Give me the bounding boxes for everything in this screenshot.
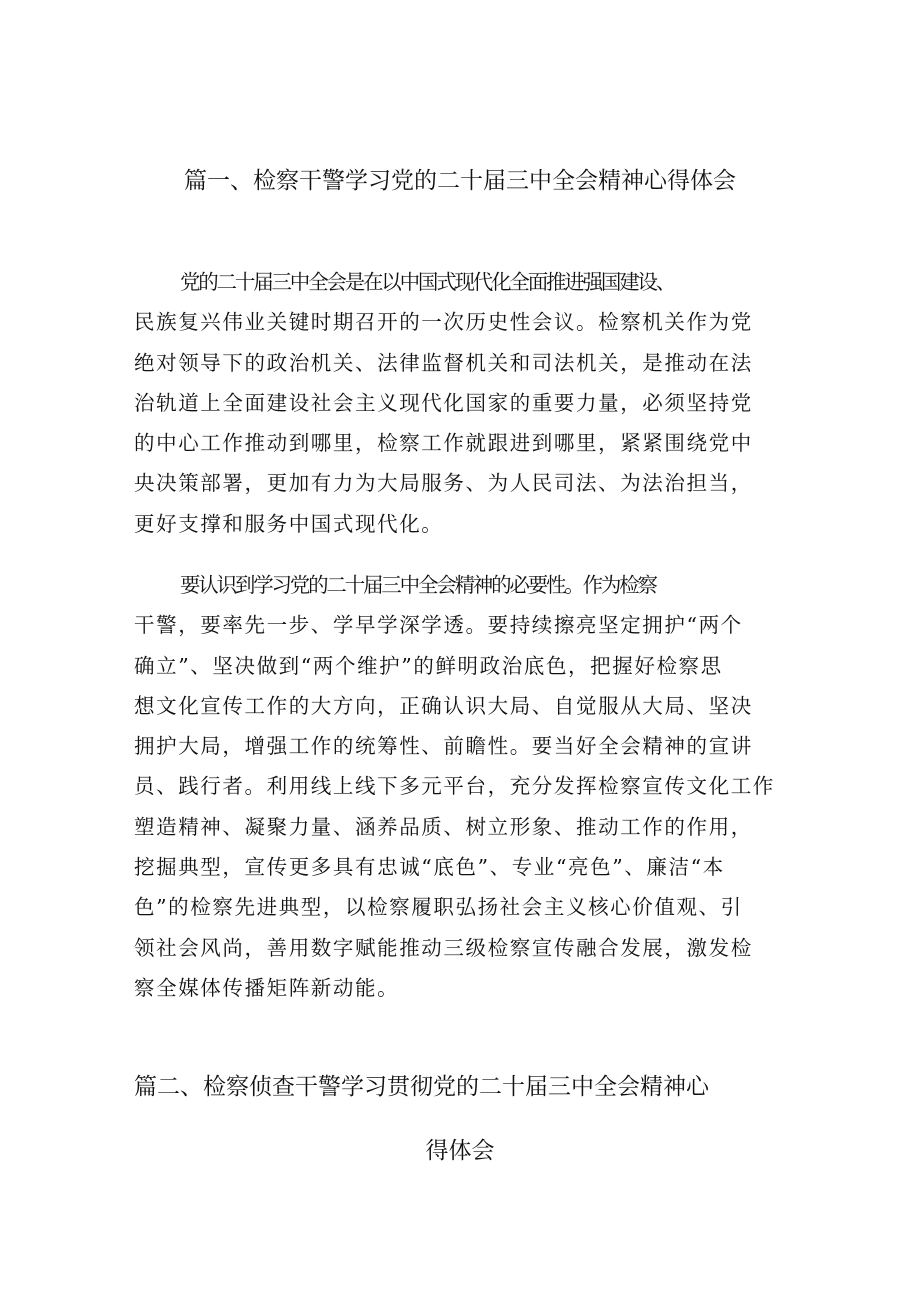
section-2-title-line-2: 得体会	[425, 1138, 495, 1164]
paragraph-line: 的中心工作推动到哪里，检察工作就跟进到哪里，紧紧围绕党中	[134, 431, 753, 456]
paragraph-line: 民族复兴伟业关键时期召开的一次历史性会议。检察机关作为党	[134, 310, 753, 335]
paragraph-1	[134, 262, 794, 544]
paragraph-line: 挖掘典型，宣传更多具有忠诚“底色”、专业“亮色”、廉洁“本	[134, 855, 725, 880]
paragraph-line: 治轨道上全面建设社会主义现代化国家的重要力量，必须坚持党	[134, 390, 753, 415]
paragraph-line: 确立”、坚决做到“两个维护”的鲜明政治底色，把握好检察思	[134, 653, 723, 678]
paragraph-line: 党的二十届三中全会是在以中国式现代化全面推进强国建设、	[180, 270, 675, 294]
paragraph-line: 想文化宣传工作的大方向，正确认识大局、自觉服从大局、坚决	[134, 693, 753, 718]
paragraph-line: 更好支撑和服务中国式现代化。	[134, 511, 444, 536]
paragraph-line: 色”的检察先进典型，以检察履职弘扬社会主义核心价值观、引	[134, 895, 743, 920]
paragraph-line: 央决策部署，更加有力为大局服务、为人民司法、为法治担当，	[134, 471, 753, 496]
paragraph-line: 领社会风尚，善用数字赋能推动三级检察宣传融合发展，激发检	[134, 935, 753, 960]
paragraph-line: 塑造精神、凝聚力量、涵养品质、树立形象、推动工作的作用，	[134, 814, 753, 839]
section-1-title: 篇一、检察干警学习党的二十届三中全会精神心得体会	[184, 168, 736, 194]
paragraph-line: 员、践行者。利用线上线下多元平台，充分发挥检察宣传文化工作	[134, 774, 775, 799]
paragraph-line: 绝对领导下的政治机关、法律监督机关和司法机关，是推动在法	[134, 350, 753, 375]
paragraph-2	[134, 565, 794, 1008]
paragraph-line: 拥护大局，增强工作的统筹性、前瞻性。要当好全会精神的宣讲	[134, 734, 753, 759]
paragraph-line: 要认识到学习党的二十届三中全会精神的必要性。作为检察	[180, 573, 656, 597]
paragraph-line: 干警，要率先一步、学早学深学透。要持续擦亮坚定拥护“两个	[134, 613, 743, 638]
paragraph-line: 察全媒体传播矩阵新动能。	[134, 975, 400, 1000]
section-2-title-line-1: 篇二、检察侦查干警学习贯彻党的二十届三中全会精神心	[134, 1074, 709, 1100]
